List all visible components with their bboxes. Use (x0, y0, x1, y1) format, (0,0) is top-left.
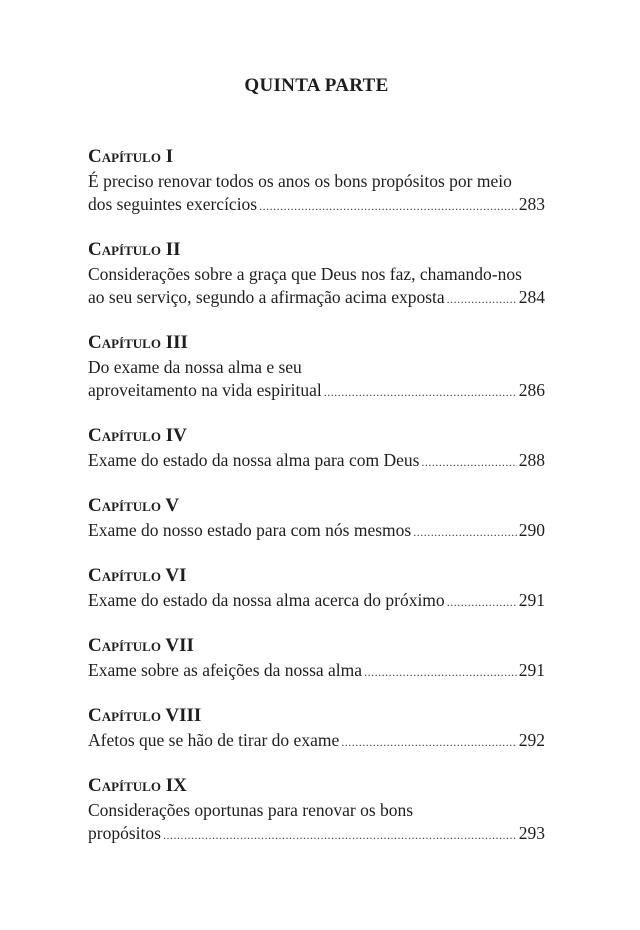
chapter-leader-line (88, 729, 545, 754)
chapter-description-line: É preciso renovar todos os anos os bons propósitos por meio (88, 171, 512, 191)
chapter-description-line: Exame sobre as afeições da nossa alma (88, 660, 363, 680)
toc-entry-8 (88, 705, 545, 754)
chapter-leader-line (88, 379, 545, 404)
part-title: QUINTA PARTE (244, 75, 389, 96)
chapter-description-line: aproveitamento na vida espiritual (88, 380, 322, 400)
chapter-heading: Capítulo IV (88, 425, 187, 446)
dot-leader (324, 381, 517, 404)
chapter-description-line: ao seu serviço, segundo a afirmação acima exposta (88, 287, 445, 307)
toc-entry-1 (88, 146, 545, 218)
page-number: 283 (518, 194, 545, 214)
chapter-leader-line (88, 193, 545, 218)
chapter-heading: Capítulo VII (88, 635, 194, 656)
chapter-heading: Capítulo V (88, 495, 180, 516)
toc-entry-5 (88, 495, 545, 544)
dot-leader (447, 591, 517, 614)
toc-entry-3 (88, 332, 545, 404)
chapter-heading: Capítulo VIII (88, 705, 202, 726)
toc-entry-4 (88, 425, 545, 474)
page-number: 291 (518, 660, 545, 680)
toc-entries (88, 146, 545, 868)
chapter-leader-line (88, 519, 545, 544)
chapter-heading: Capítulo III (88, 332, 188, 353)
chapter-heading: Capítulo I (88, 146, 174, 167)
page-number: 288 (518, 450, 545, 470)
page-number: 291 (518, 590, 545, 610)
chapter-description-line: Do exame da nossa alma e seu (88, 357, 302, 377)
dot-leader (413, 521, 517, 544)
chapter-description-line: Exame do estado da nossa alma acerca do próximo (88, 590, 445, 610)
chapter-heading: Capítulo II (88, 239, 181, 260)
dot-leader (364, 661, 517, 684)
page-number: 284 (518, 287, 545, 307)
toc-entry-7 (88, 635, 545, 684)
chapter-heading: Capítulo VI (88, 565, 187, 586)
chapter-leader-line (88, 822, 545, 847)
page-number: 286 (518, 380, 545, 400)
toc-entry-2 (88, 239, 545, 311)
dot-leader (421, 451, 516, 474)
chapter-description-line: Afetos que se hão de tirar do exame (88, 730, 340, 750)
chapter-leader-line (88, 449, 545, 474)
page-number: 290 (518, 520, 545, 540)
page-number: 293 (518, 823, 545, 843)
chapter-heading: Capítulo IX (88, 775, 187, 796)
dot-leader (259, 195, 517, 218)
page-number: 292 (518, 730, 545, 750)
chapter-leader-line (88, 286, 545, 311)
toc-entry-6 (88, 565, 545, 614)
chapter-description-line: Exame do nosso estado para com nós mesmos (88, 520, 412, 540)
chapter-description-line: propósitos (88, 823, 161, 843)
dot-leader (163, 824, 517, 847)
dot-leader (341, 731, 517, 754)
chapter-description-line: Considerações sobre a graça que Deus nos faz, chamando-nos (88, 264, 522, 284)
chapter-leader-line (88, 589, 545, 614)
toc-entry-9 (88, 775, 545, 847)
dot-leader (447, 288, 517, 311)
chapter-leader-line (88, 659, 545, 684)
chapter-description-line: Considerações oportunas para renovar os bons (88, 800, 414, 820)
chapter-description-line: dos seguintes exercícios (88, 194, 258, 214)
chapter-description-line: Exame do estado da nossa alma para com Deus (88, 450, 420, 470)
